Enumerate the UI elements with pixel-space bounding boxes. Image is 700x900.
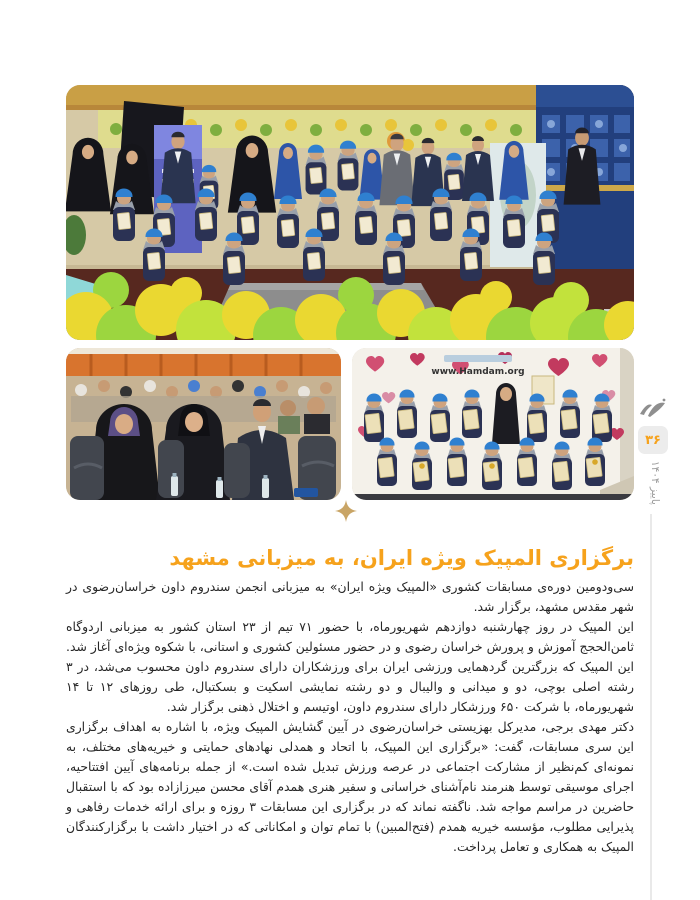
photo-audience-guests bbox=[66, 348, 341, 500]
page-number-badge: ۳۶ bbox=[638, 426, 668, 454]
sparkle-icon bbox=[335, 500, 357, 522]
hamdam-calligraphy-logo-icon bbox=[637, 396, 669, 422]
adult-coach bbox=[492, 383, 520, 444]
photo-award-ceremony-group bbox=[66, 85, 634, 340]
article-body bbox=[66, 577, 634, 857]
article-title: برگزاری المپیک ویژه ایران، به میزبانی مشهد bbox=[169, 546, 634, 571]
article-paragraph-2: این المپیک در روز چهارشنبه دوازدهم شهریورماه، با حضور ۷۱ تیم از ۲۳ استان کشور به میزبانی اردوگاه ثامن‌الحجج آموزش و پرورش خراسان رضوی و در حضور مسئولین کشوری و استانی، با شکوه ویژه‌ای آغاز شد. این المپیک که بزرگترین گردهمایی ورزشی ایران برای ورزشکاران دارای سندروم داون محسوب می‌شد، در ۳ رشته اصلی بوچی، دو و میدانی و والیبال و دو رشته نمایشی اسکیت و بسکتبال، طی روزهای ۱۲ تا ۱۴ شهریورماه، با شرکت ۶۵۰ ورزشکار دارای سندروم داون، اوتیسم و اختلال ذهنی برگزار شد. bbox=[66, 619, 634, 714]
photo-audience-illustration bbox=[66, 348, 341, 500]
article-paragraph-1: سی‌ودومین دوره‌ی مسابقات کشوری «المپیک ویژه ایران» به میزبانی انجمن سندروم داون خراسان‌رضوی در شهر مقدس مشهد، برگزار شد. bbox=[66, 579, 634, 614]
photo-top-illustration bbox=[66, 85, 634, 340]
backdrop-url-text: www.Hamdam.org bbox=[431, 367, 525, 377]
season-label: پاییز ۱۴۰۴ bbox=[649, 461, 661, 505]
photo-winners-certificates bbox=[352, 348, 634, 500]
article-paragraph-3: دکتر مهدی برجی، مدیرکل بهزیستی خراسان‌رضوی در آیین گشایش المپیک ویژه، با اشاره به اهداف برگزاری این سری مسابقات، گفت: «برگزاری این المپیک، با اتحاد و همدلی نهادهای حمایتی و خیریه‌های مختلف، به نمونه‌ای کم‌نظیر از مشارکت اجتماعی در عرصه ورزش تبدیل شده است.» از جمله برنامه‌های آیین افتتاحیه، اجرای موسیقی توسط هنرمند نام‌آشنای خراسانی و سفیر هنری همدم آقای محسن میرزازاده بود که با استقبال حاضرین در مراسم مواجه شد. ناگفته نماند که در برگزاری این مسابقات ۳ روزه و برای ارائه خدمات رفاهی و پذیرایی مطلوب، مؤسسه خیریه همدم (فتح‌المبین) با تمام توان و امکاناتی که در اختیار داشت با برگزارکنندگان المپیک به همکاری و تعامل پرداخت. bbox=[66, 719, 635, 854]
vertical-divider bbox=[650, 514, 652, 900]
photo-winners-illustration bbox=[352, 348, 634, 500]
